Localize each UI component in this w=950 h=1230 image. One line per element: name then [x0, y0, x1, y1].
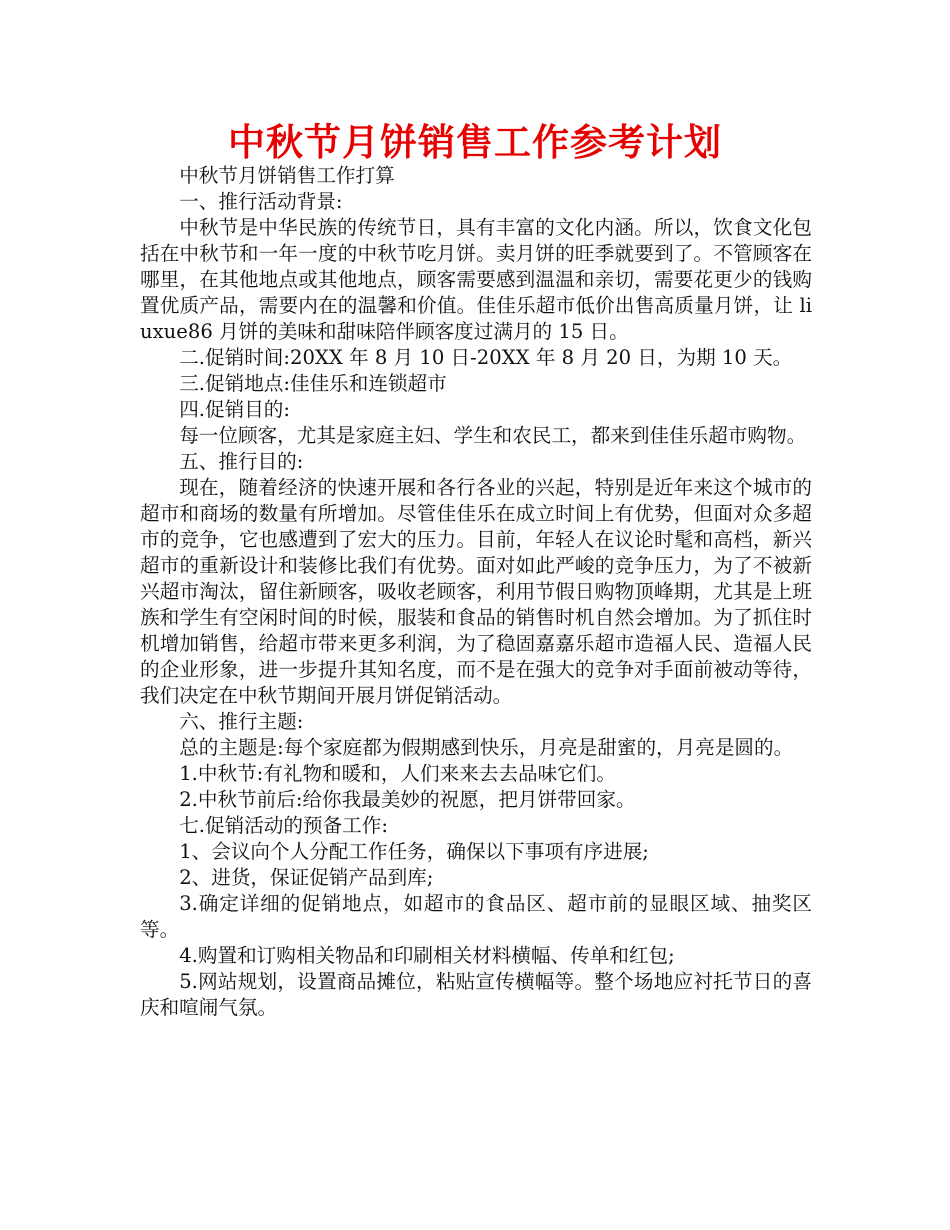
section-heading: 二.促销时间:20XX 年 8 月 10 日-20XX 年 8 月 20 日，为期 10 天。: [179, 346, 793, 369]
list-item: 3.确定详细的促销地点，如超市的食品区、超市前的显眼区域、抽奖区等。: [140, 892, 812, 941]
paragraph: 中秋节月饼销售工作打算: [179, 164, 395, 187]
list-item: 5.网站规划，设置商品摊位，粘贴宣传横幅等。整个场地应衬托节日的喜庆和喧闹气氛。: [140, 970, 812, 1019]
document-title: 中秋节月饼销售工作参考计划: [228, 121, 722, 164]
paragraph: 每一位顾客，尤其是家庭主妇、学生和农民工，都来到佳佳乐超市购物。: [179, 424, 807, 447]
paragraph: 现在，随着经济的快速开展和各行各业的兴起，特别是近年来这个城市的超市和商场的数量有所增加。尽管佳佳乐在成立时间上有优势，但面对众多超市的竞争，它也感遭到了宏大的压力。目前，年轻人在议论时髦和高档，新兴超市的重新设计和装修比我们有优势。面对如此严峻的竞争压力，为了不被新兴超市淘汰，留住新顾客，吸收老顾客，利用节假日购物顶峰期，尤其是上班族和学生有空闲时间的时候，服装和食品的销售时机自然会增加。为了抓住时机增加销售，给超市带来更多利润，为了稳固嘉嘉乐超市造福人民、造福人民的企业形象，进一步提升其知名度，而不是在强大的竞争对手面前被动等待，我们决定在中秋节期间开展月饼促销活动。: [140, 476, 812, 707]
section-heading: 五、推行目的:: [179, 450, 304, 473]
document-body: [140, 163, 812, 1021]
section-heading: 四.促销目的:: [179, 398, 290, 421]
section-heading: 一、推行活动背景:: [179, 190, 343, 213]
paragraph: 总的主题是:每个家庭都为假期感到快乐，月亮是甜蜜的，月亮是圆的。: [179, 736, 794, 759]
list-item: 2、进货，保证促销产品到库;: [179, 866, 434, 889]
section-heading: 三.促销地点:佳佳乐和连锁超市: [179, 372, 447, 395]
section-heading: 六、推行主题:: [179, 710, 304, 733]
list-item: 4.购置和订购相关物品和印刷相关材料横幅、传单和红包;: [179, 944, 675, 967]
list-item: 2.中秋节前后:给你我最美妙的祝愿，把月饼带回家。: [179, 788, 636, 811]
section-heading: 七.促销活动的预备工作:: [179, 814, 388, 837]
list-item: 1.中秋节:有礼物和暖和，人们来来去去品味它们。: [179, 762, 616, 785]
list-item: 1、会议向个人分配工作任务，确保以下事项有序进展;: [179, 840, 649, 863]
paragraph: 中秋节是中华民族的传统节日，具有丰富的文化内涵。所以，饮食文化包括在中秋节和一年一度的中秋节吃月饼。卖月饼的旺季就要到了。不管顾客在哪里，在其他地点或其他地点，顾客需要感到温温和亲切，需要花更少的钱购置优质产品，需要内在的温馨和价值。佳佳乐超市低价出售高质量月饼，让 liuxue86 月饼的美味和甜味陪伴顾客度过满月的 15 日。: [140, 216, 812, 343]
